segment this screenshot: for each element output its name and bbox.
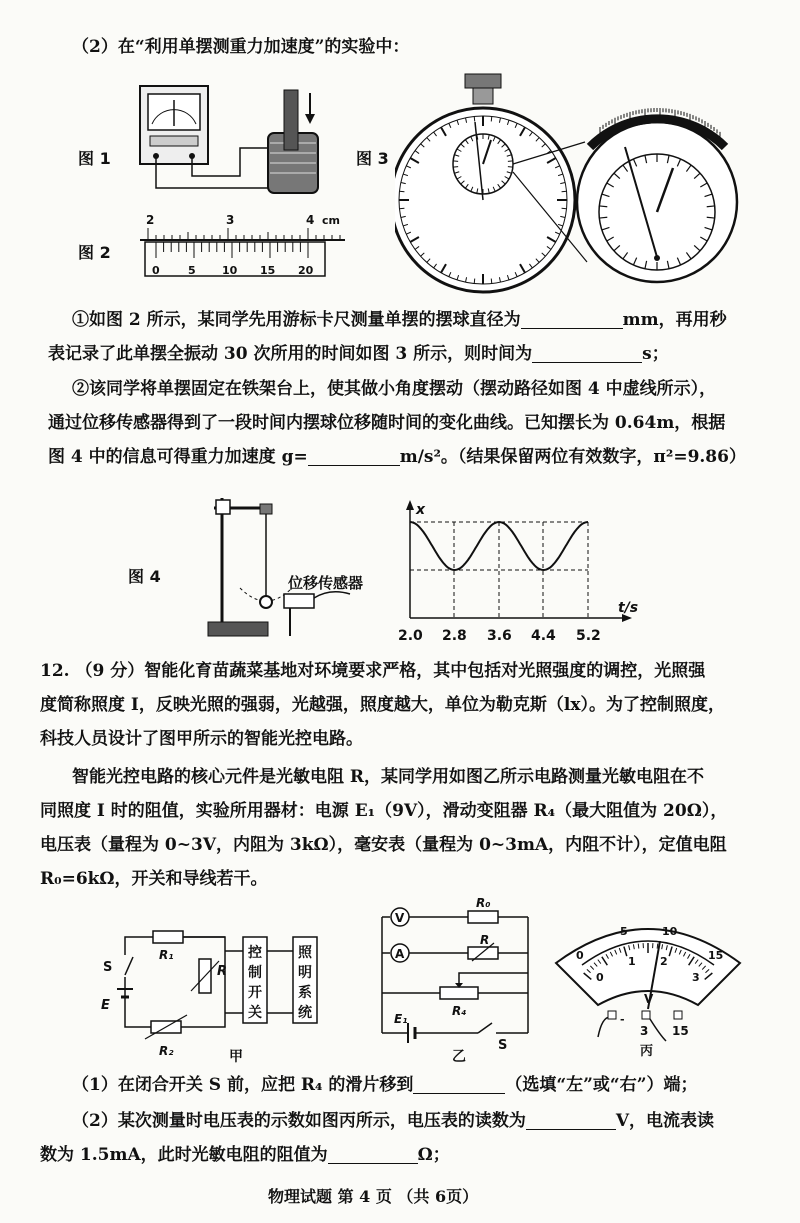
x-tick: 5.2 xyxy=(576,628,601,644)
tick-mark xyxy=(453,161,458,162)
circuit-yi xyxy=(368,895,548,1065)
tick-mark xyxy=(491,116,492,121)
label-r0: R₀ xyxy=(476,896,491,910)
caption-jia: 甲 xyxy=(229,1049,243,1065)
sub1: （1）在闭合开关 S 前，应把 R₄ 的滑片移到 （选填“左”或“右”）端； xyxy=(72,1075,698,1095)
box1-char: 制 xyxy=(248,965,262,981)
inner-tick: 1 xyxy=(628,955,636,968)
fig1-apparatus xyxy=(130,78,360,203)
box2-char: 统 xyxy=(298,1005,312,1021)
y-axis-label: x xyxy=(416,502,426,518)
q2-line1: ②该同学将单摆固定在铁架台上，使其做小角度摆动（摆动路径如图 4 中虚线所示）， xyxy=(72,379,717,399)
rheostat-r4 xyxy=(440,987,478,999)
p12-line4: 智能光控电路的核心元件是光敏电阻 R，某同学用如图乙所示电路测量光敏电阻在不 xyxy=(72,767,705,787)
tick-mark xyxy=(453,167,458,168)
p12-line7: R₀=6kΩ，开关和导线若干。 xyxy=(40,869,268,889)
tick-mark xyxy=(707,217,715,218)
tick-mark xyxy=(491,279,492,284)
caliper-main-tick: 3 xyxy=(226,213,235,227)
meter-unit: V xyxy=(644,992,654,1006)
x-tick: 2.8 xyxy=(442,628,467,644)
q2-line3: 图 4 中的信息可得重力加速度 g= m/s²。（结果保留两位有效数字，π²=9.86） xyxy=(48,447,746,467)
outer-tick: 5 xyxy=(620,925,628,938)
tick-mark xyxy=(657,944,658,949)
p12-line5: 同照度 I 时的阻值，实验所用器材：电源 E₁（9V），滑动变阻器 R₄（最大阻值为 20Ω）， xyxy=(40,801,728,821)
box2-char: 明 xyxy=(298,965,312,981)
outer-tick: 15 xyxy=(708,949,724,962)
label-a: A xyxy=(395,947,405,961)
terminal: 3 xyxy=(640,1024,649,1038)
label-e: E xyxy=(101,998,110,1013)
tick-mark xyxy=(599,217,607,218)
resistor-r0 xyxy=(468,911,498,923)
stopwatch-crown xyxy=(465,74,501,88)
caliper-unit: cm xyxy=(322,214,340,227)
resistance-blank[interactable] xyxy=(328,1143,418,1164)
fig4-stand xyxy=(200,478,370,646)
inner-tick: 2 xyxy=(660,955,668,968)
part2-heading: （2）在“利用单摆测重力加速度”的实验中： xyxy=(72,37,410,57)
fig1-label: 图 1 xyxy=(78,149,111,168)
meter-bing xyxy=(548,905,748,1065)
box1-char: 开 xyxy=(248,985,262,1001)
fig2-caliper xyxy=(130,210,360,290)
tick-mark xyxy=(638,944,639,949)
sensor-label: 位移传感器 xyxy=(288,574,364,592)
x-axis-label: t/s xyxy=(618,600,639,616)
box2-char: 系 xyxy=(298,985,312,1001)
label-s: S xyxy=(103,960,113,975)
p12-line2: 度简称照度 I，反映光照的强弱，光越强，照度越大，单位为勒克斯（lx）。为了控制照度， xyxy=(40,695,725,715)
tick-mark xyxy=(562,191,567,192)
label-v: V xyxy=(395,911,405,925)
q1-line1: ①如图 2 所示，某同学先用游标卡尺测量单摆的摆球直径为 mm，再用秒 xyxy=(72,310,727,330)
fig4-graph xyxy=(392,500,642,648)
tick-mark xyxy=(399,208,404,209)
sub2-line1: （2）某次测量时电压表的示数如图丙所示，电压表的读数为 V，电流表读 xyxy=(72,1111,715,1131)
label-r: R xyxy=(217,964,228,979)
page-footer: 物理试题 第 4 页 （共 6页） xyxy=(268,1187,479,1206)
box2-char: 照 xyxy=(298,945,312,961)
circuit-jia xyxy=(95,915,345,1065)
label-e1: E₁ xyxy=(394,1012,408,1026)
fig2-label: 图 2 xyxy=(78,243,111,262)
voltage-blank[interactable] xyxy=(526,1109,616,1130)
fig4-label: 图 4 xyxy=(128,567,161,586)
box1-char: 控 xyxy=(248,945,262,961)
caliper-main-tick: 4 xyxy=(306,213,315,227)
q2-line2: 通过位移传感器得到了一段时间内摆球位移随时间的变化曲线。已知摆长为 0.64m，根据 xyxy=(48,413,726,433)
resistor-r1 xyxy=(153,931,183,943)
terminal: 15 xyxy=(672,1024,689,1038)
label-r4: R₄ xyxy=(452,1004,467,1018)
caption-yi: 乙 xyxy=(452,1049,466,1065)
label-r2: R₂ xyxy=(159,1044,174,1058)
caliper-vernier-tick: 5 xyxy=(188,264,196,277)
tick-mark xyxy=(562,208,567,209)
time-blank[interactable] xyxy=(532,342,642,363)
caliper-main-tick: 2 xyxy=(146,213,155,227)
tick-mark xyxy=(474,279,475,284)
magnet xyxy=(284,90,298,150)
caliper-vernier-tick: 15 xyxy=(260,264,276,277)
q1-line2: 表记录了此单摆全振动 30 次所用的时间如图 3 所示，则时间为 s； xyxy=(48,344,669,364)
photoresistor-r xyxy=(468,947,498,959)
x-tick: 4.4 xyxy=(531,628,556,644)
caliper-vernier-tick: 0 xyxy=(152,264,160,277)
fig3-label: 图 3 xyxy=(356,149,389,168)
tick-mark xyxy=(707,206,715,207)
p12-line6: 电压表（量程为 0~3V，内阻为 3kΩ），毫安表（量程为 0~3mA，内阻不计），定值电阻 xyxy=(40,835,727,855)
caliper-vernier-tick: 20 xyxy=(298,264,314,277)
p12-line3: 科技人员设计了图甲所示的智能光控电路。 xyxy=(40,729,363,749)
label-r: R xyxy=(480,933,490,947)
tick-mark xyxy=(399,191,404,192)
tick-mark xyxy=(508,161,513,162)
diameter-blank[interactable] xyxy=(521,308,623,329)
inner-tick: 0 xyxy=(596,971,604,984)
label-r1: R₁ xyxy=(159,948,174,962)
outer-tick: 10 xyxy=(662,925,678,938)
box1-char: 关 xyxy=(248,1005,262,1021)
caption-bing: 丙 xyxy=(640,1044,654,1059)
slider-end-blank[interactable] xyxy=(413,1073,505,1094)
terminal: - xyxy=(620,1013,625,1026)
fig3-stopwatch xyxy=(395,72,745,294)
p12-line1: 12. （9 分）智能化育苗蔬菜基地对环境要求严格，其中包括对光照强度的调控，光照强 xyxy=(40,661,706,681)
sub2-line2: 数为 1.5mA，此时光敏电阻的阻值为 Ω； xyxy=(40,1145,450,1165)
x-tick: 2.0 xyxy=(398,628,423,644)
tick-mark xyxy=(474,116,475,121)
tick-mark xyxy=(508,167,513,168)
label-s: S xyxy=(498,1038,508,1053)
gravity-blank[interactable] xyxy=(308,445,400,466)
outer-tick: 0 xyxy=(576,949,584,962)
x-tick: 3.6 xyxy=(487,628,512,644)
caliper-vernier-tick: 10 xyxy=(222,264,238,277)
inner-tick: 3 xyxy=(692,971,700,984)
tick-mark xyxy=(599,206,607,207)
